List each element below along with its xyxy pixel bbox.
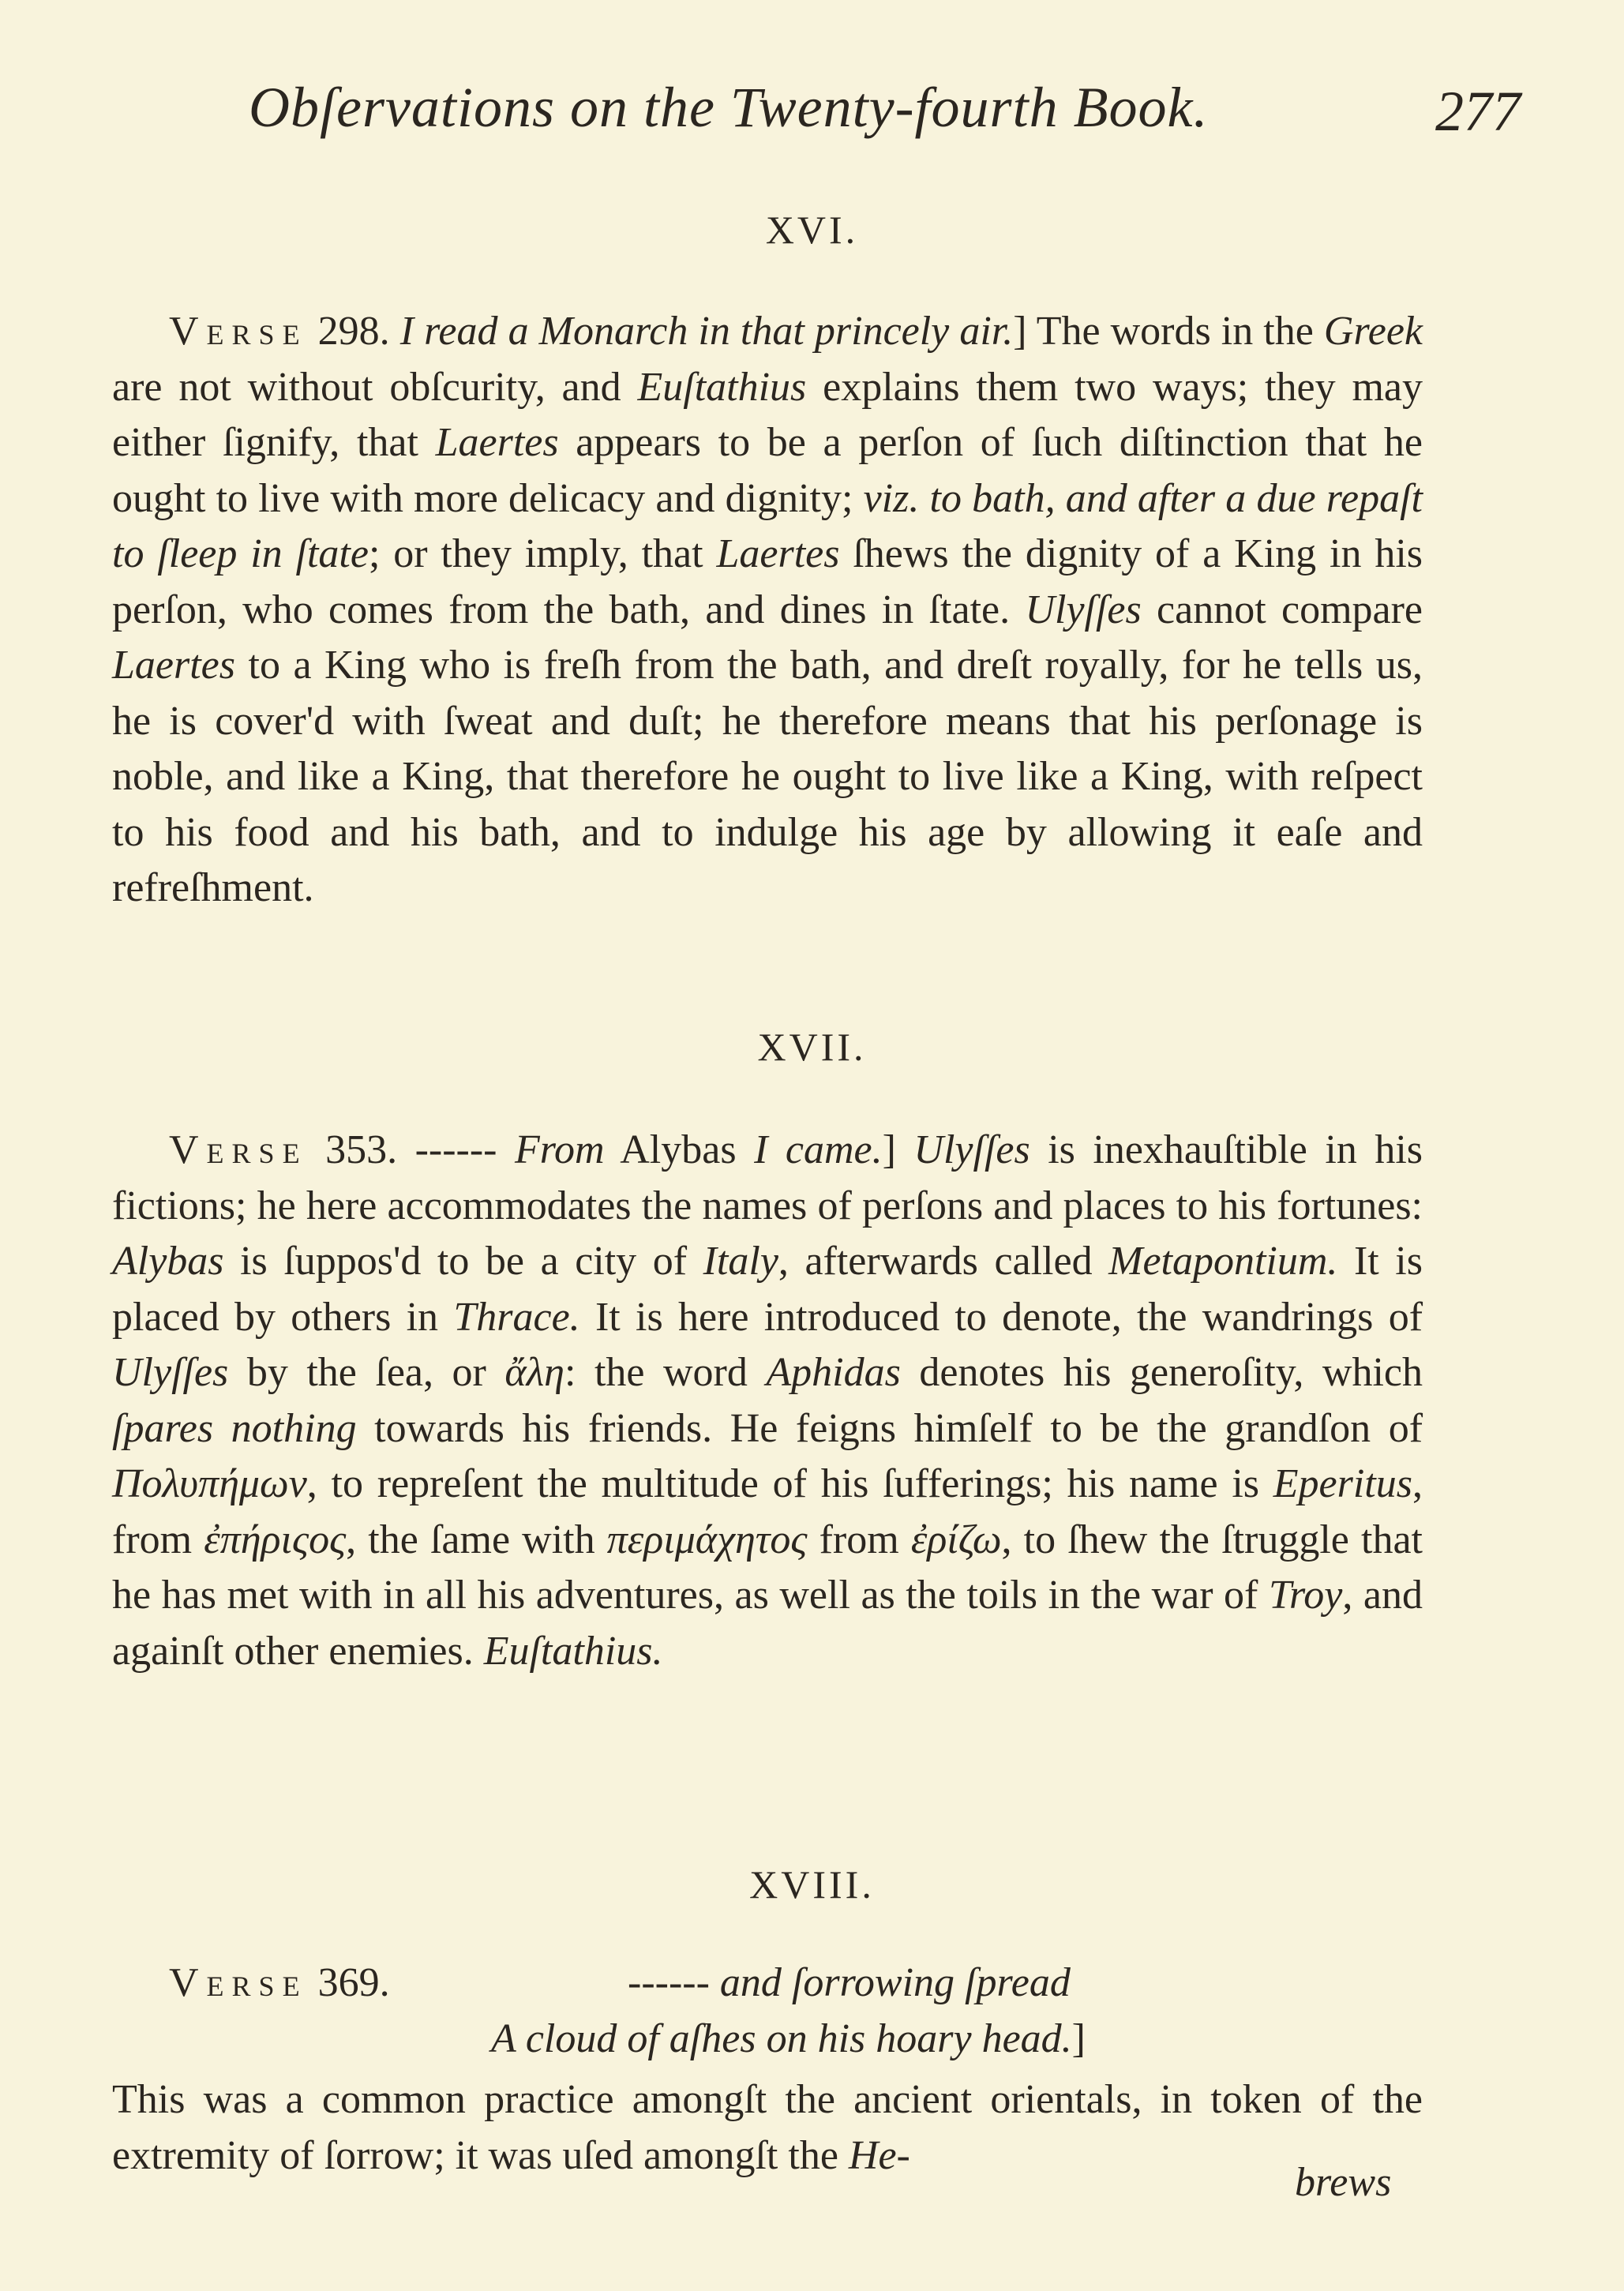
italic-run: Ulyſſes bbox=[112, 1350, 229, 1395]
quote-bracket: ] bbox=[1013, 309, 1027, 354]
note-body bbox=[112, 2077, 1423, 2178]
verse-quote-end: I came. bbox=[754, 1127, 883, 1172]
text-run: It is placed by others in bbox=[112, 1239, 1423, 1340]
note-body bbox=[112, 309, 1423, 910]
running-title: Obſervations on the Twenty-fourth Book. bbox=[249, 76, 1209, 139]
text-run: The words in the bbox=[1026, 309, 1324, 354]
catchword: brews bbox=[1295, 2160, 1392, 2205]
italic-run: Aphidas bbox=[766, 1350, 901, 1395]
italic-run: ἄλη bbox=[504, 1350, 564, 1395]
italic-run: ἐπήριςος bbox=[204, 1517, 347, 1562]
text-run: ſhews the dignity of a King in his perſon, who comes from the bath, and dines in ſtate. bbox=[112, 531, 1423, 632]
italic-run: Laertes bbox=[435, 420, 559, 465]
italic-run: περιμάχητος bbox=[606, 1517, 808, 1562]
italic-run: Greek bbox=[1323, 309, 1423, 354]
italic-run: ἐρίζω bbox=[910, 1517, 1002, 1562]
quote-bracket: ] bbox=[882, 1127, 896, 1172]
italic-run: Ulyſſes bbox=[913, 1127, 1030, 1172]
section-title-xviii: XVIII. bbox=[749, 1862, 875, 1907]
italic-run: Alybas bbox=[112, 1239, 224, 1284]
section-title-xvii: XVII. bbox=[757, 1025, 867, 1069]
text-run: , to repreſent the multitude of his ſufferings; his name is bbox=[306, 1461, 1273, 1506]
verse-number: 353. bbox=[325, 1127, 398, 1172]
text-run: , and againſt other enemies. bbox=[112, 1573, 1423, 1674]
text-run: appears to be a perſon of ſuch diſtinction that he ought to live with more delicacy and dignity; bbox=[112, 420, 1423, 521]
text-run: It is here introduced to denote, the wandrings of bbox=[579, 1294, 1423, 1340]
italic-run: Eperitus bbox=[1273, 1461, 1412, 1506]
note-xvi bbox=[112, 304, 1423, 917]
quote-bracket: ] bbox=[1071, 2016, 1086, 2061]
verse-dashes: ------ bbox=[414, 1127, 515, 1172]
text-run bbox=[896, 1127, 914, 1172]
italic-run: Ulyſſes bbox=[1025, 587, 1142, 632]
text-run: towards his friends. He feigns himſelf to be the grandſon of bbox=[356, 1405, 1423, 1451]
verse-quote-line-1: ------ and ſorrowing ſpread bbox=[628, 1960, 1071, 2005]
verse-quote-start: From bbox=[514, 1127, 605, 1172]
italic-run: Laertes bbox=[112, 643, 235, 688]
italic-run: Troy bbox=[1268, 1573, 1343, 1618]
italic-run: Laertes bbox=[716, 531, 840, 576]
verse-number: 369. bbox=[317, 1960, 390, 2005]
italic-run: Italy bbox=[703, 1239, 778, 1284]
note-xviii bbox=[112, 2072, 1423, 2184]
text-run: This was a common practice amongſt the ancient orientals, in token of the extremity of ſorrow; it was uſed amongſt the bbox=[112, 2077, 1423, 2178]
text-run: explains them two ways; they may either ſignify, that bbox=[112, 364, 1423, 465]
italic-run: viz. to bath, and after a due repaſt to ſleep in ſtate bbox=[112, 475, 1423, 576]
text-run: cannot compare bbox=[1141, 587, 1423, 632]
note-xvii bbox=[112, 1123, 1423, 1679]
text-run: , from bbox=[112, 1461, 1423, 1562]
text-run: ; or they imply, that bbox=[368, 531, 717, 576]
italic-run: Thrace. bbox=[453, 1294, 580, 1340]
text-run: are not without obſcurity, and bbox=[112, 364, 638, 410]
verse-quote-line-2-wrap bbox=[491, 2015, 1086, 2062]
note-xvi-paragraph bbox=[112, 304, 1423, 917]
italic-run: ſpares nothing bbox=[112, 1405, 357, 1451]
page-number: 277 bbox=[1435, 80, 1521, 143]
text-run: : the word bbox=[564, 1350, 767, 1395]
verse-quote-place: Alybas bbox=[604, 1127, 755, 1172]
italic-run: Πολυπήμων bbox=[112, 1461, 307, 1506]
text-run: , the ſame with bbox=[346, 1517, 607, 1562]
text-run: is ſuppos'd to be a city of bbox=[223, 1239, 703, 1284]
verse-quote: I read a Monarch in that princely air. bbox=[399, 309, 1014, 354]
italic-run: Euſtathius. bbox=[483, 1628, 663, 1674]
text-run: to a King who is freſh from the bath, and dreſt royally, for he tells us, he is cover'd with ſweat and duſt; he therefore means that his perſonage is noble, and like a King, that therefore he ought to live like a King, with reſpect to his food and his bath, and to indulge his age by allowing it eaſe and refreſhment. bbox=[112, 643, 1423, 910]
verse-heading-xviii bbox=[169, 1959, 390, 2006]
text-run: by the ſea, or bbox=[228, 1350, 505, 1395]
text-run: , afterwards called bbox=[778, 1239, 1109, 1284]
verse-label: Verse bbox=[169, 1960, 308, 2005]
italic-run: He- bbox=[848, 2132, 910, 2178]
verse-label: Verse bbox=[169, 309, 308, 354]
note-body bbox=[112, 1127, 1423, 1674]
text-run: is inexhauſtible in his fictions; he here accommodates the names of perſons and places to his fortunes: bbox=[112, 1127, 1423, 1228]
verse-label: Verse bbox=[169, 1127, 308, 1172]
verse-number: 298. bbox=[317, 309, 390, 354]
text-run: from bbox=[807, 1517, 911, 1562]
note-xviii-paragraph bbox=[112, 2072, 1423, 2184]
note-xvii-paragraph bbox=[112, 1123, 1423, 1679]
verse-quote-line-2: A cloud of aſhes on his hoary head. bbox=[491, 2016, 1072, 2061]
text-run: denotes his generoſity, which bbox=[900, 1350, 1423, 1395]
italic-run: Metapontium. bbox=[1108, 1239, 1338, 1284]
text-run: , to ſhew the ſtruggle that he has met with in all his adventures, as well as the toils in the war of bbox=[112, 1517, 1423, 1618]
italic-run: Euſtathius bbox=[637, 364, 807, 410]
section-title-xvi: XVI. bbox=[765, 208, 859, 252]
